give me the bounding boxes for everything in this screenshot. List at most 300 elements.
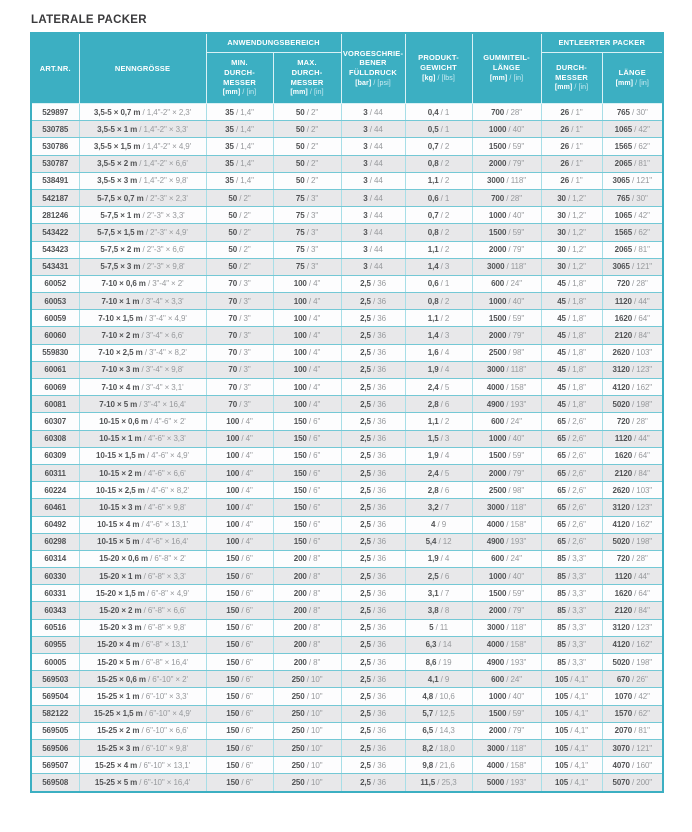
- table-row: [31, 705, 663, 722]
- cell-fuelldruck: 3 / 44: [341, 189, 405, 206]
- cell-entleert-laenge: 3120 / 123": [602, 619, 663, 636]
- table-row: [31, 379, 663, 396]
- cell-produktgewicht: 1,5 / 3: [405, 430, 472, 447]
- cell-entleert-durchmesser: 105 / 4,1": [541, 757, 602, 774]
- cell-nenngroesse: 5-7,5 × 3 m / 2"-3" × 9,8': [79, 258, 206, 275]
- cell-gummiteillaenge: 1500 / 59": [472, 585, 541, 602]
- cell-min-durchmesser: 35 / 1,4": [206, 155, 273, 172]
- cell-fuelldruck: 2,5 / 36: [341, 757, 405, 774]
- cell-min-durchmesser: 150 / 6": [206, 722, 273, 739]
- cell-fuelldruck: 2,5 / 36: [341, 482, 405, 499]
- cell-fuelldruck: 2,5 / 36: [341, 619, 405, 636]
- group-header-entleerter-packer: ENTLEERTER PACKER: [541, 33, 663, 53]
- cell-max-durchmesser: 200 / 8": [273, 550, 341, 567]
- cell-nenngroesse: 15-25 × 4 m / 6"-10" × 13,1': [79, 757, 206, 774]
- cell-min-durchmesser: 150 / 6": [206, 619, 273, 636]
- col-header-min-durchmesser: MIN. DURCH- MESSER [mm] / [in]: [206, 53, 273, 104]
- cell-entleert-laenge: 3120 / 123": [602, 361, 663, 378]
- cell-produktgewicht: 2,4 / 5: [405, 379, 472, 396]
- cell-gummiteillaenge: 2000 / 79": [472, 602, 541, 619]
- cell-entleert-laenge: 1070 / 42": [602, 688, 663, 705]
- cell-entleert-durchmesser: 65 / 2,6": [541, 413, 602, 430]
- cell-max-durchmesser: 250 / 10": [273, 739, 341, 756]
- col-header-max-durchmesser: MAX. DURCH- MESSER [mm] / [in]: [273, 53, 341, 104]
- cell-max-durchmesser: 100 / 4": [273, 361, 341, 378]
- cell-nenngroesse: 10-15 × 2,5 m / 4"-6" × 8,2': [79, 482, 206, 499]
- cell-produktgewicht: 1,4 / 3: [405, 258, 472, 275]
- cell-entleert-laenge: 1620 / 64": [602, 310, 663, 327]
- table-row: [31, 688, 663, 705]
- cell-max-durchmesser: 100 / 4": [273, 327, 341, 344]
- cell-max-durchmesser: 150 / 6": [273, 413, 341, 430]
- cell-gummiteillaenge: 4900 / 193": [472, 396, 541, 413]
- cell-produktgewicht: 2,4 / 5: [405, 464, 472, 481]
- cell-entleert-durchmesser: 105 / 4,1": [541, 722, 602, 739]
- cell-nenngroesse: 15-20 × 1,5 m / 6"-8" × 4,9': [79, 585, 206, 602]
- cell-gummiteillaenge: 2000 / 79": [472, 464, 541, 481]
- cell-nenngroesse: 15-20 × 5 m / 6"-8" × 16,4': [79, 654, 206, 671]
- table-row: [31, 533, 663, 550]
- cell-entleert-laenge: 720 / 28": [602, 275, 663, 292]
- cell-artnr: 538491: [31, 172, 79, 189]
- cell-max-durchmesser: 50 / 2": [273, 121, 341, 138]
- cell-entleert-laenge: 1565 / 62": [602, 224, 663, 241]
- cell-gummiteillaenge: 1000 / 40": [472, 430, 541, 447]
- cell-entleert-laenge: 2120 / 84": [602, 602, 663, 619]
- cell-nenngroesse: 7-10 × 2,5 m / 3"-4" × 8,2': [79, 344, 206, 361]
- table-row: [31, 121, 663, 138]
- cell-gummiteillaenge: 3000 / 118": [472, 619, 541, 636]
- cell-gummiteillaenge: 1500 / 59": [472, 705, 541, 722]
- cell-produktgewicht: 0,7 / 2: [405, 138, 472, 155]
- cell-min-durchmesser: 150 / 6": [206, 757, 273, 774]
- cell-nenngroesse: 15-25 × 5 m / 6"-10" × 16,4': [79, 774, 206, 792]
- table-row: [31, 104, 663, 121]
- cell-gummiteillaenge: 1000 / 40": [472, 207, 541, 224]
- cell-fuelldruck: 2,5 / 36: [341, 533, 405, 550]
- cell-max-durchmesser: 150 / 6": [273, 499, 341, 516]
- cell-entleert-laenge: 1120 / 44": [602, 568, 663, 585]
- cell-artnr: 60309: [31, 447, 79, 464]
- cell-entleert-durchmesser: 45 / 1,8": [541, 361, 602, 378]
- cell-entleert-durchmesser: 85 / 3,3": [541, 602, 602, 619]
- cell-artnr: 569505: [31, 722, 79, 739]
- table-row: [31, 310, 663, 327]
- table-row: [31, 138, 663, 155]
- cell-entleert-durchmesser: 45 / 1,8": [541, 310, 602, 327]
- cell-artnr: 60069: [31, 379, 79, 396]
- cell-artnr: 60311: [31, 464, 79, 481]
- table-row: [31, 774, 663, 792]
- cell-entleert-laenge: 5020 / 198": [602, 654, 663, 671]
- cell-entleert-durchmesser: 45 / 1,8": [541, 275, 602, 292]
- cell-artnr: 60059: [31, 310, 79, 327]
- cell-artnr: 60330: [31, 568, 79, 585]
- cell-min-durchmesser: 100 / 4": [206, 499, 273, 516]
- cell-min-durchmesser: 100 / 4": [206, 464, 273, 481]
- cell-nenngroesse: 15-20 × 3 m / 6"-8" × 9,8': [79, 619, 206, 636]
- cell-fuelldruck: 2,5 / 36: [341, 774, 405, 792]
- cell-gummiteillaenge: 1500 / 59": [472, 224, 541, 241]
- cell-fuelldruck: 2,5 / 36: [341, 430, 405, 447]
- table-row: [31, 241, 663, 258]
- cell-artnr: 60314: [31, 550, 79, 567]
- cell-artnr: 60492: [31, 516, 79, 533]
- table-row: [31, 671, 663, 688]
- cell-entleert-durchmesser: 105 / 4,1": [541, 705, 602, 722]
- cell-entleert-laenge: 1065 / 42": [602, 121, 663, 138]
- cell-entleert-durchmesser: 65 / 2,6": [541, 499, 602, 516]
- cell-max-durchmesser: 250 / 10": [273, 688, 341, 705]
- cell-gummiteillaenge: 3000 / 118": [472, 361, 541, 378]
- cell-artnr: 60081: [31, 396, 79, 413]
- cell-entleert-laenge: 2120 / 84": [602, 327, 663, 344]
- cell-max-durchmesser: 250 / 10": [273, 705, 341, 722]
- cell-fuelldruck: 2,5 / 36: [341, 344, 405, 361]
- cell-artnr: 60516: [31, 619, 79, 636]
- cell-gummiteillaenge: 4000 / 158": [472, 757, 541, 774]
- cell-gummiteillaenge: 2000 / 79": [472, 327, 541, 344]
- table-row: [31, 739, 663, 756]
- cell-min-durchmesser: 50 / 2": [206, 241, 273, 258]
- cell-fuelldruck: 3 / 44: [341, 258, 405, 275]
- cell-gummiteillaenge: 1000 / 40": [472, 121, 541, 138]
- cell-entleert-durchmesser: 105 / 4,1": [541, 774, 602, 792]
- cell-fuelldruck: 2,5 / 36: [341, 464, 405, 481]
- cell-nenngroesse: 15-25 × 3 m / 6"-10" × 9,8': [79, 739, 206, 756]
- cell-artnr: 542187: [31, 189, 79, 206]
- cell-produktgewicht: 1,9 / 4: [405, 550, 472, 567]
- cell-entleert-laenge: 720 / 28": [602, 413, 663, 430]
- cell-nenngroesse: 3,5-5 × 1 m / 1,4"-2" × 3,3': [79, 121, 206, 138]
- cell-max-durchmesser: 50 / 2": [273, 172, 341, 189]
- cell-min-durchmesser: 150 / 6": [206, 602, 273, 619]
- table-row: [31, 654, 663, 671]
- col-header-entleert-durchmesser: DURCH- MESSER [mm] / [in]: [541, 53, 602, 104]
- cell-entleert-laenge: 1570 / 62": [602, 705, 663, 722]
- cell-artnr: 582122: [31, 705, 79, 722]
- cell-max-durchmesser: 200 / 8": [273, 568, 341, 585]
- table-header: [31, 33, 663, 104]
- cell-fuelldruck: 2,5 / 36: [341, 379, 405, 396]
- cell-fuelldruck: 3 / 44: [341, 121, 405, 138]
- cell-max-durchmesser: 50 / 2": [273, 155, 341, 172]
- cell-gummiteillaenge: 4000 / 158": [472, 636, 541, 653]
- cell-gummiteillaenge: 1000 / 40": [472, 688, 541, 705]
- cell-min-durchmesser: 50 / 2": [206, 258, 273, 275]
- cell-max-durchmesser: 200 / 8": [273, 585, 341, 602]
- cell-entleert-laenge: 3065 / 121": [602, 172, 663, 189]
- cell-max-durchmesser: 150 / 6": [273, 482, 341, 499]
- cell-produktgewicht: 2,8 / 6: [405, 482, 472, 499]
- cell-min-durchmesser: 70 / 3": [206, 344, 273, 361]
- packer-spec-table: [30, 32, 664, 793]
- cell-entleert-durchmesser: 65 / 2,6": [541, 447, 602, 464]
- cell-max-durchmesser: 100 / 4": [273, 310, 341, 327]
- cell-fuelldruck: 2,5 / 36: [341, 722, 405, 739]
- cell-max-durchmesser: 75 / 3": [273, 189, 341, 206]
- cell-min-durchmesser: 100 / 4": [206, 482, 273, 499]
- cell-fuelldruck: 2,5 / 36: [341, 361, 405, 378]
- cell-min-durchmesser: 150 / 6": [206, 671, 273, 688]
- cell-fuelldruck: 2,5 / 36: [341, 671, 405, 688]
- cell-entleert-laenge: 1120 / 44": [602, 430, 663, 447]
- cell-gummiteillaenge: 600 / 24": [472, 671, 541, 688]
- cell-gummiteillaenge: 600 / 24": [472, 550, 541, 567]
- cell-produktgewicht: 1,1 / 2: [405, 172, 472, 189]
- cell-max-durchmesser: 200 / 8": [273, 636, 341, 653]
- cell-produktgewicht: 0,8 / 2: [405, 224, 472, 241]
- cell-fuelldruck: 2,5 / 36: [341, 396, 405, 413]
- cell-entleert-durchmesser: 45 / 1,8": [541, 293, 602, 310]
- cell-gummiteillaenge: 4900 / 193": [472, 654, 541, 671]
- cell-min-durchmesser: 100 / 4": [206, 413, 273, 430]
- cell-fuelldruck: 2,5 / 36: [341, 327, 405, 344]
- cell-min-durchmesser: 70 / 3": [206, 361, 273, 378]
- cell-gummiteillaenge: 3000 / 118": [472, 499, 541, 516]
- cell-artnr: 60308: [31, 430, 79, 447]
- cell-max-durchmesser: 75 / 3": [273, 241, 341, 258]
- cell-entleert-laenge: 3070 / 121": [602, 739, 663, 756]
- cell-gummiteillaenge: 4000 / 158": [472, 379, 541, 396]
- col-header-nenngroesse: NENNGRÖSSE: [79, 33, 206, 104]
- cell-entleert-durchmesser: 85 / 3,3": [541, 654, 602, 671]
- cell-max-durchmesser: 100 / 4": [273, 396, 341, 413]
- cell-nenngroesse: 3,5-5 × 1,5 m / 1,4"-2" × 4,9': [79, 138, 206, 155]
- cell-gummiteillaenge: 3000 / 118": [472, 172, 541, 189]
- cell-max-durchmesser: 75 / 3": [273, 258, 341, 275]
- table-row: [31, 361, 663, 378]
- cell-nenngroesse: 10-15 × 4 m / 4"-6" × 13,1': [79, 516, 206, 533]
- table-row: [31, 224, 663, 241]
- cell-produktgewicht: 1,9 / 4: [405, 361, 472, 378]
- table-row: [31, 550, 663, 567]
- cell-artnr: 569508: [31, 774, 79, 792]
- cell-entleert-laenge: 2620 / 103": [602, 344, 663, 361]
- cell-nenngroesse: 5-7,5 × 0,7 m / 2"-3" × 2,3': [79, 189, 206, 206]
- cell-nenngroesse: 15-25 × 2 m / 6"-10" × 6,6': [79, 722, 206, 739]
- cell-gummiteillaenge: 600 / 24": [472, 275, 541, 292]
- cell-artnr: 281246: [31, 207, 79, 224]
- cell-entleert-durchmesser: 105 / 4,1": [541, 688, 602, 705]
- cell-produktgewicht: 1,9 / 4: [405, 447, 472, 464]
- cell-max-durchmesser: 250 / 10": [273, 774, 341, 792]
- cell-entleert-laenge: 5020 / 198": [602, 533, 663, 550]
- cell-produktgewicht: 1,4 / 3: [405, 327, 472, 344]
- cell-produktgewicht: 9,8 / 21,6: [405, 757, 472, 774]
- cell-nenngroesse: 10-15 × 5 m / 4"-6" × 16,4': [79, 533, 206, 550]
- cell-gummiteillaenge: 1500 / 59": [472, 447, 541, 464]
- cell-entleert-laenge: 2065 / 81": [602, 241, 663, 258]
- cell-min-durchmesser: 150 / 6": [206, 774, 273, 792]
- cell-entleert-durchmesser: 45 / 1,8": [541, 327, 602, 344]
- cell-produktgewicht: 0,8 / 2: [405, 293, 472, 310]
- cell-artnr: 60061: [31, 361, 79, 378]
- cell-fuelldruck: 2,5 / 36: [341, 585, 405, 602]
- col-header-produktgewicht: PRODUKT- GEWICHT [kg] / [lbs]: [405, 33, 472, 104]
- cell-entleert-laenge: 4120 / 162": [602, 379, 663, 396]
- cell-gummiteillaenge: 2000 / 79": [472, 155, 541, 172]
- cell-artnr: 60955: [31, 636, 79, 653]
- cell-min-durchmesser: 100 / 4": [206, 516, 273, 533]
- cell-fuelldruck: 2,5 / 36: [341, 516, 405, 533]
- cell-fuelldruck: 2,5 / 36: [341, 568, 405, 585]
- cell-entleert-laenge: 1565 / 62": [602, 138, 663, 155]
- cell-artnr: 60307: [31, 413, 79, 430]
- cell-entleert-laenge: 2070 / 81": [602, 722, 663, 739]
- cell-entleert-durchmesser: 85 / 3,3": [541, 619, 602, 636]
- table-row: [31, 585, 663, 602]
- cell-nenngroesse: 10-15 × 2 m / 4"-6" × 6,6': [79, 464, 206, 481]
- cell-entleert-durchmesser: 30 / 1,2": [541, 241, 602, 258]
- cell-fuelldruck: 2,5 / 36: [341, 602, 405, 619]
- cell-fuelldruck: 2,5 / 36: [341, 413, 405, 430]
- table-row: [31, 499, 663, 516]
- cell-artnr: 569507: [31, 757, 79, 774]
- cell-artnr: 569504: [31, 688, 79, 705]
- cell-entleert-durchmesser: 30 / 1,2": [541, 258, 602, 275]
- cell-nenngroesse: 10-15 × 1,5 m / 4"-6" × 4,9': [79, 447, 206, 464]
- cell-gummiteillaenge: 5000 / 193": [472, 774, 541, 792]
- cell-max-durchmesser: 150 / 6": [273, 533, 341, 550]
- cell-max-durchmesser: 200 / 8": [273, 602, 341, 619]
- cell-entleert-durchmesser: 65 / 2,6": [541, 516, 602, 533]
- cell-produktgewicht: 4,8 / 10,6: [405, 688, 472, 705]
- cell-fuelldruck: 3 / 44: [341, 241, 405, 258]
- table-row: [31, 568, 663, 585]
- cell-entleert-laenge: 5020 / 198": [602, 396, 663, 413]
- cell-nenngroesse: 5-7,5 × 1,5 m / 2"-3" × 4,9': [79, 224, 206, 241]
- table-row: [31, 722, 663, 739]
- cell-entleert-laenge: 670 / 26": [602, 671, 663, 688]
- cell-produktgewicht: 5 / 11: [405, 619, 472, 636]
- table-row: [31, 447, 663, 464]
- cell-nenngroesse: 7-10 × 1 m / 3"-4" × 3,3': [79, 293, 206, 310]
- cell-nenngroesse: 10-15 × 0,6 m / 4"-6" × 2': [79, 413, 206, 430]
- cell-nenngroesse: 15-20 × 1 m / 6"-8" × 3,3': [79, 568, 206, 585]
- cell-nenngroesse: 7-10 × 1,5 m / 3"-4" × 4,9': [79, 310, 206, 327]
- cell-produktgewicht: 0,5 / 1: [405, 121, 472, 138]
- cell-produktgewicht: 6,5 / 14,3: [405, 722, 472, 739]
- cell-produktgewicht: 1,6 / 4: [405, 344, 472, 361]
- cell-artnr: 543431: [31, 258, 79, 275]
- table-row: [31, 430, 663, 447]
- table-row: [31, 258, 663, 275]
- cell-max-durchmesser: 250 / 10": [273, 722, 341, 739]
- cell-min-durchmesser: 50 / 2": [206, 224, 273, 241]
- cell-artnr: 569506: [31, 739, 79, 756]
- cell-entleert-durchmesser: 26 / 1": [541, 172, 602, 189]
- cell-entleert-laenge: 3065 / 121": [602, 258, 663, 275]
- cell-fuelldruck: 2,5 / 36: [341, 447, 405, 464]
- table-body: [31, 104, 663, 792]
- cell-produktgewicht: 1,1 / 2: [405, 310, 472, 327]
- cell-entleert-laenge: 2620 / 103": [602, 482, 663, 499]
- cell-min-durchmesser: 150 / 6": [206, 654, 273, 671]
- cell-fuelldruck: 2,5 / 36: [341, 550, 405, 567]
- cell-artnr: 60052: [31, 275, 79, 292]
- cell-min-durchmesser: 70 / 3": [206, 275, 273, 292]
- col-header-fuelldruck: VORGESCHRIE- BENER FÜLLDRUCK [bar] / [psi]: [341, 33, 405, 104]
- cell-produktgewicht: 1,1 / 2: [405, 241, 472, 258]
- cell-fuelldruck: 3 / 44: [341, 155, 405, 172]
- cell-max-durchmesser: 50 / 2": [273, 104, 341, 121]
- cell-fuelldruck: 2,5 / 36: [341, 636, 405, 653]
- table-row: [31, 757, 663, 774]
- cell-entleert-laenge: 4120 / 162": [602, 516, 663, 533]
- cell-gummiteillaenge: 3000 / 118": [472, 739, 541, 756]
- cell-artnr: 60343: [31, 602, 79, 619]
- cell-min-durchmesser: 150 / 6": [206, 568, 273, 585]
- cell-produktgewicht: 0,6 / 1: [405, 275, 472, 292]
- cell-entleert-durchmesser: 65 / 2,6": [541, 482, 602, 499]
- cell-entleert-laenge: 765 / 30": [602, 104, 663, 121]
- cell-produktgewicht: 6,3 / 14: [405, 636, 472, 653]
- cell-fuelldruck: 2,5 / 36: [341, 688, 405, 705]
- cell-nenngroesse: 7-10 × 2 m / 3"-4" × 6,6': [79, 327, 206, 344]
- table-row: [31, 189, 663, 206]
- cell-max-durchmesser: 250 / 10": [273, 671, 341, 688]
- table-row: [31, 636, 663, 653]
- cell-entleert-durchmesser: 26 / 1": [541, 155, 602, 172]
- cell-min-durchmesser: 100 / 4": [206, 447, 273, 464]
- table-row: [31, 275, 663, 292]
- cell-max-durchmesser: 50 / 2": [273, 138, 341, 155]
- cell-fuelldruck: 2,5 / 36: [341, 705, 405, 722]
- table-row: [31, 207, 663, 224]
- cell-entleert-durchmesser: 105 / 4,1": [541, 671, 602, 688]
- cell-max-durchmesser: 100 / 4": [273, 275, 341, 292]
- cell-artnr: 60060: [31, 327, 79, 344]
- cell-gummiteillaenge: 1500 / 59": [472, 310, 541, 327]
- cell-min-durchmesser: 35 / 1,4": [206, 138, 273, 155]
- cell-entleert-durchmesser: 85 / 3,3": [541, 550, 602, 567]
- cell-nenngroesse: 7-10 × 3 m / 3"-4" × 9,8': [79, 361, 206, 378]
- cell-gummiteillaenge: 700 / 28": [472, 189, 541, 206]
- cell-min-durchmesser: 70 / 3": [206, 396, 273, 413]
- group-header-anwendungsbereich: ANWENDUNGSBEREICH: [206, 33, 341, 53]
- cell-min-durchmesser: 35 / 1,4": [206, 172, 273, 189]
- cell-fuelldruck: 2,5 / 36: [341, 293, 405, 310]
- cell-entleert-durchmesser: 30 / 1,2": [541, 207, 602, 224]
- cell-artnr: 529897: [31, 104, 79, 121]
- cell-artnr: 60298: [31, 533, 79, 550]
- cell-entleert-laenge: 1120 / 44": [602, 293, 663, 310]
- cell-gummiteillaenge: 700 / 28": [472, 104, 541, 121]
- cell-min-durchmesser: 150 / 6": [206, 705, 273, 722]
- cell-max-durchmesser: 200 / 8": [273, 619, 341, 636]
- cell-produktgewicht: 5,7 / 12,5: [405, 705, 472, 722]
- cell-nenngroesse: 15-20 × 4 m / 6"-8" × 13,1': [79, 636, 206, 653]
- cell-entleert-durchmesser: 26 / 1": [541, 121, 602, 138]
- cell-artnr: 60005: [31, 654, 79, 671]
- cell-entleert-durchmesser: 26 / 1": [541, 138, 602, 155]
- cell-produktgewicht: 0,8 / 2: [405, 155, 472, 172]
- cell-min-durchmesser: 150 / 6": [206, 550, 273, 567]
- cell-entleert-durchmesser: 85 / 3,3": [541, 585, 602, 602]
- cell-gummiteillaenge: 600 / 24": [472, 413, 541, 430]
- cell-entleert-laenge: 720 / 28": [602, 550, 663, 567]
- cell-produktgewicht: 3,8 / 8: [405, 602, 472, 619]
- cell-entleert-durchmesser: 105 / 4,1": [541, 739, 602, 756]
- cell-max-durchmesser: 100 / 4": [273, 379, 341, 396]
- cell-nenngroesse: 15-25 × 1,5 m / 6"-10" × 4,9': [79, 705, 206, 722]
- cell-nenngroesse: 15-25 × 0,6 m / 6"-10" × 2': [79, 671, 206, 688]
- cell-produktgewicht: 0,6 / 1: [405, 189, 472, 206]
- table-row: [31, 482, 663, 499]
- cell-artnr: 60461: [31, 499, 79, 516]
- cell-fuelldruck: 3 / 44: [341, 172, 405, 189]
